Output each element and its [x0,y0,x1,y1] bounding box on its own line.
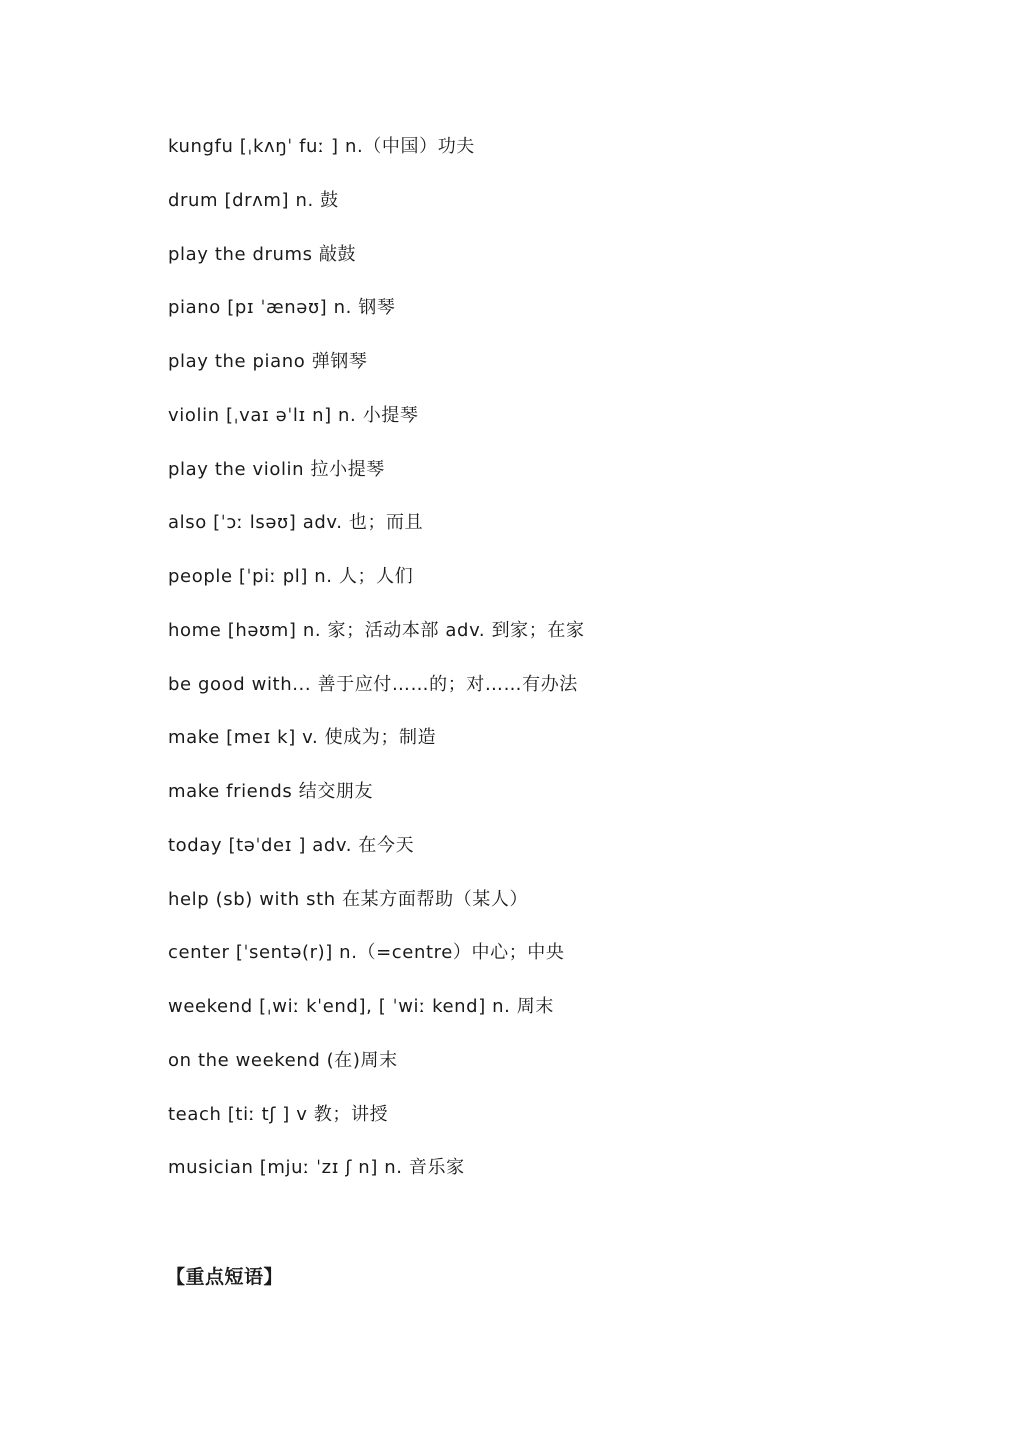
vocab-entry: on the weekend (在)周末 [168,1049,398,1071]
section-heading: 【重点短语】 [166,1266,284,1288]
vocab-entry: musician [mjuː ˈzɪ ʃ n] n. 音乐家 [168,1157,465,1179]
vocab-entry: violin [ˌvaɪ əˈlɪ n] n. 小提琴 [168,404,419,426]
vocab-entry: teach [tiː tʃ ] v 教；讲授 [168,1103,389,1125]
vocab-entry: play the piano 弹钢琴 [168,351,368,372]
vocab-entry: play the drums 敲鼓 [168,243,357,265]
vocab-entry: be good with... 善于应付……的；对……有办法 [168,673,578,695]
vocab-entry: drum [drʌm] n. 鼓 [168,189,339,211]
vocab-entry: weekend [ˌwiː kˈend], [ ˈwiː kend] n. 周末 [168,996,554,1017]
vocab-entry: also [ˈɔː lsəʊ] adv. 也；而且 [168,512,424,534]
vocab-entry: kungfu [ˌkʌŋˈ fuː ] n.（中国）功夫 [168,136,475,157]
vocab-entry: piano [pɪ ˈænəʊ] n. 钢琴 [168,297,396,319]
vocab-entry: make friends 结交朋友 [168,781,374,802]
vocab-entry: today [təˈdeɪ ] adv. 在今天 [168,834,415,856]
vocab-entry: help (sb) with sth 在某方面帮助（某人） [168,888,529,910]
vocabulary-list [168,132,928,1207]
vocab-entry: make [meɪ k] v. 使成为；制造 [168,727,437,749]
vocab-entry: home [həʊm] n. 家；活动本部 adv. 到家；在家 [168,619,585,641]
vocab-entry: play the violin 拉小提琴 [168,458,385,480]
vocab-entry: center [ˈsentə(r)] n.（=centre）中心；中央 [168,942,565,964]
vocab-entry: people [ˈpiː pl] n. 人；人们 [168,566,414,587]
